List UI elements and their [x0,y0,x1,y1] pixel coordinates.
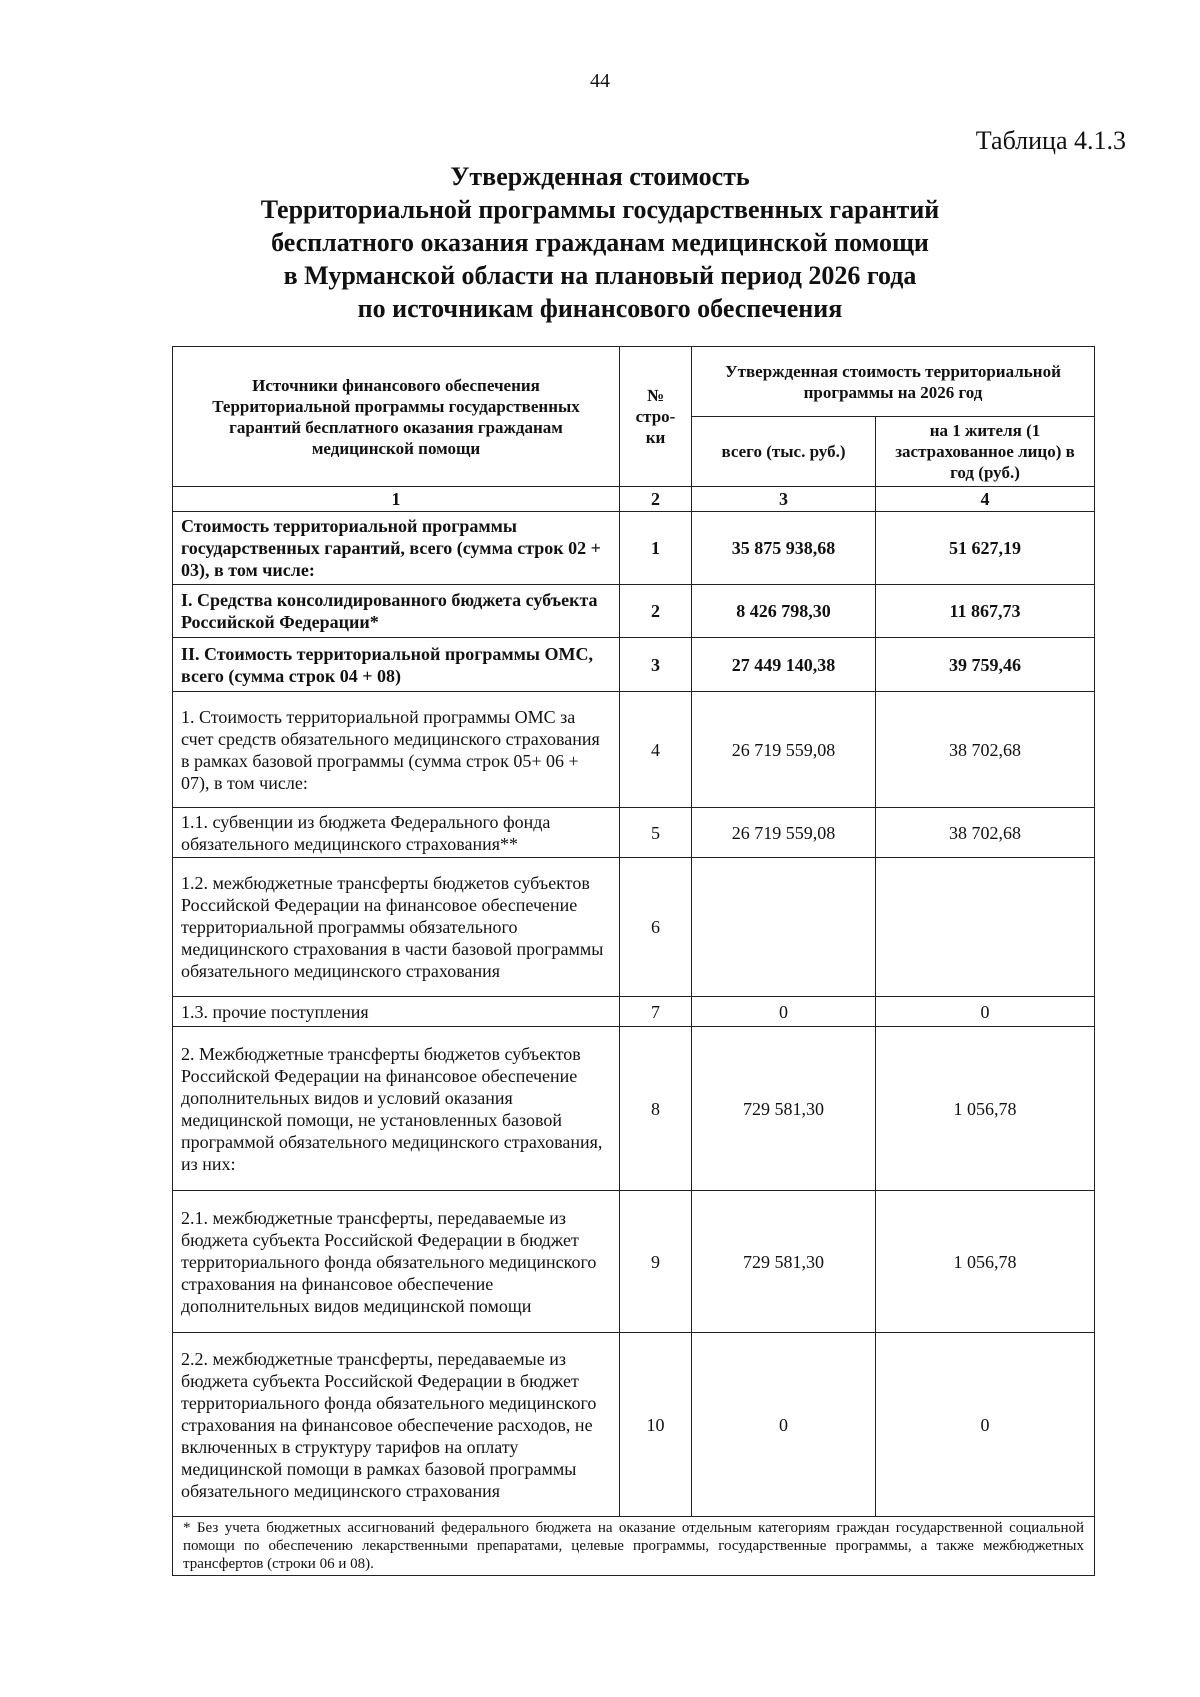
row-total: 26 719 559,08 [692,692,876,808]
title-line: Утвержденная стоимость [450,162,750,191]
row-number: 7 [620,997,692,1027]
row-label: 1. Стоимость территориальной программы ОМС за счет средств обязательного медицинского страхования в рамках базовой программы (сумма строк 05+ 06 + 07), в том числе: [173,692,620,808]
header-per-capita: на 1 жителя (1 застрахованное лицо) в год (руб.) [876,417,1095,487]
row-per-capita: 38 702,68 [876,808,1095,858]
row-label: 2.1. межбюджетные трансферты, передаваемые из бюджета субъекта Российской Федерации в бюджет территориального фонда обязательного медицинского страхования на финансовое обеспечение дополнительных видов медицинской помощи [173,1191,620,1333]
row-number: 6 [620,858,692,997]
row-label: 2. Межбюджетные трансферты бюджетов субъектов Российской Федерации на финансовое обеспечение дополнительных видов и условий оказания медицинской помощи, не установленных базовой программой обязательного медицинского страхования, из них: [173,1027,620,1191]
row-per-capita: 0 [876,1333,1095,1517]
header-total: всего (тыс. руб.) [692,417,876,487]
row-label: II. Стоимость территориальной программы ОМС, всего (сумма строк 04 + 08) [173,638,620,692]
header-row-number [620,347,692,487]
row-per-capita: 11 867,73 [876,585,1095,638]
row-total: 0 [692,1333,876,1517]
title-line: по источникам финансового обеспечения [357,294,843,323]
table-row [173,585,1095,638]
title-line: Территориальной программы государственных гарантий [260,195,940,224]
row-number: 1 [620,512,692,585]
row-label: 1.1. субвенции из бюджета Федерального фонда обязательного медицинского страхования** [173,808,620,858]
title-line: в Мурманской области на плановый период 2026 года [283,261,917,290]
row-total: 729 581,30 [692,1191,876,1333]
header-approved-cost: Утвержденная стоимость территориальной программы на 2026 год [692,347,1095,417]
row-label: 1.3. прочие поступления [173,997,620,1027]
row-per-capita: 1 056,78 [876,1027,1095,1191]
row-per-capita: 0 [876,997,1095,1027]
table-row [173,808,1095,858]
table-row [173,1333,1095,1517]
table-row [173,997,1095,1027]
row-total: 26 719 559,08 [692,808,876,858]
column-number: 1 [173,487,620,512]
row-total: 729 581,30 [692,1027,876,1191]
row-number: 3 [620,638,692,692]
page-number: 44 [590,70,610,92]
header-row-number-symbol: № [646,386,665,405]
column-number: 4 [876,487,1095,512]
row-number: 5 [620,808,692,858]
footnote: * Без учета бюджетных ассигнований федерального бюджета на оказание отдельным категориям граждан государственной социальной помощи по обеспечению лекарственными препаратами, целевые программы, государственные программы, а также межбюджетных трансфертов (строки 06 и 08). [173,1517,1095,1576]
header-row-number-label: стро-ки [635,407,676,447]
row-total [692,858,876,997]
row-per-capita: 38 702,68 [876,692,1095,808]
row-number: 2 [620,585,692,638]
header-sources: Источники финансового обеспечения Территориальной программы государственных гарантий бесплатного оказания гражданам медицинской помощи [173,347,620,487]
row-number: 10 [620,1333,692,1517]
document-title [0,160,1200,325]
row-number: 8 [620,1027,692,1191]
title-line: бесплатного оказания гражданам медицинской помощи [271,228,929,257]
row-number: 9 [620,1191,692,1333]
column-number: 3 [692,487,876,512]
row-label: 1.2. межбюджетные трансферты бюджетов субъектов Российской Федерации на финансовое обеспечение территориальной программы обязательного медицинского страхования в части базовой программы обязательного медицинского страхования [173,858,620,997]
table-row [173,638,1095,692]
table-label: Таблица 4.1.3 [975,126,1126,155]
footnote-row [173,1517,1095,1576]
row-per-capita: 39 759,46 [876,638,1095,692]
table-row [173,1027,1095,1191]
row-per-capita [876,858,1095,997]
table-row [173,692,1095,808]
row-total: 8 426 798,30 [692,585,876,638]
row-per-capita: 1 056,78 [876,1191,1095,1333]
table-row [173,858,1095,997]
row-number: 4 [620,692,692,808]
column-number: 2 [620,487,692,512]
row-total: 35 875 938,68 [692,512,876,585]
row-per-capita: 51 627,19 [876,512,1095,585]
table-row [173,512,1095,585]
row-total: 0 [692,997,876,1027]
row-total: 27 449 140,38 [692,638,876,692]
row-label: I. Средства консолидированного бюджета субъекта Российской Федерации* [173,585,620,638]
row-label: 2.2. межбюджетные трансферты, передаваемые из бюджета субъекта Российской Федерации в бюджет территориального фонда обязательного медицинского страхования на финансовое обеспечение расходов, не включенных в структуру тарифов на оплату медицинской помощи в рамках базовой программы обязательного медицинского страхования [173,1333,620,1517]
table-row [173,1191,1095,1333]
row-label: Стоимость территориальной программы государственных гарантий, всего (сумма строк 02 + 03), в том числе: [173,512,620,585]
cost-table [172,346,1095,1576]
